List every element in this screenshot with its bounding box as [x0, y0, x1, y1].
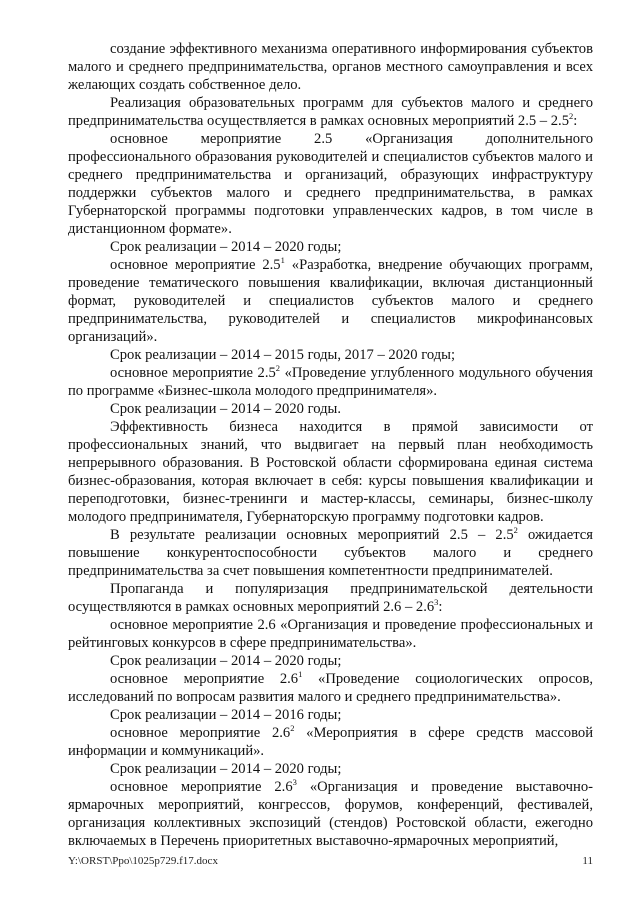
file-path: Y:\ORST\Ppo\1025p729.f17.docx	[68, 855, 218, 867]
superscript: 1	[280, 255, 285, 266]
paragraph-text: основное мероприятие 2.6	[110, 725, 291, 741]
paragraph	[68, 94, 593, 130]
document-body	[68, 40, 593, 850]
paragraph-text: Срок реализации – 2014 – 2016 годы;	[110, 707, 342, 723]
paragraph	[68, 346, 593, 364]
paragraph-tail: «Проведение углубленного модульного обучения по программе «Бизнес-школа молодого предпринимателя».	[68, 365, 594, 399]
paragraph	[68, 130, 593, 238]
paragraph-text: Срок реализации – 2014 – 2020 годы;	[110, 761, 342, 777]
page-number: 11	[582, 855, 593, 867]
paragraph-text: Эффективность бизнеса находится в прямой зависимости от профессиональных знаний, что выдвигает на первый план необходимость непрерывного образования. В Ростовской области сформирована единая система бизнес-образования, которая включает в себя: курсы повышения квалификации и переподготовки, бизнес-тренинги и мастер-классы, семинары, бизнес-школу молодого предпринимателя, Губернаторскую программу подготовки кадров.	[68, 419, 593, 525]
paragraph	[68, 400, 593, 418]
paragraph	[68, 238, 593, 256]
paragraph-text: Срок реализации – 2014 – 2020 годы.	[110, 401, 341, 417]
superscript: 2	[569, 111, 574, 122]
paragraph-tail: «Мероприятия в сфере средств массовой информации и коммуникаций».	[68, 725, 594, 759]
paragraph-text: Срок реализации – 2014 – 2015 годы, 2017 – 2020 годы;	[110, 347, 456, 363]
paragraph-tail: :	[573, 113, 578, 129]
paragraph	[68, 418, 593, 526]
paragraph	[68, 580, 593, 616]
paragraph-text: основное мероприятие 2.6	[110, 671, 299, 687]
superscript: 1	[298, 669, 303, 680]
paragraph-tail: ожидается повышение конкурентоспособности субъектов малого и среднего предпринимательства за счет повышения компетентности предпринимателей.	[68, 527, 593, 579]
superscript: 2	[275, 363, 281, 374]
paragraph-text: основное мероприятие 2.6 «Организация и проведение профессиональных и рейтинговых конкурсов в сфере предпринимательства».	[68, 617, 593, 651]
paragraph	[68, 670, 593, 706]
superscript: 2	[513, 525, 518, 536]
paragraph-text: основное мероприятие 2.6	[110, 779, 293, 795]
paragraph	[68, 526, 593, 580]
paragraph-text: Пропаганда и популяризация предпринимательской деятельности осуществляются в рамках основных мероприятий 2.6 – 2.6	[68, 581, 593, 615]
paragraph-tail: :	[438, 599, 443, 615]
paragraph-tail: «Проведение социологических опросов, исследований по вопросам развития малого и среднего предпринимательства».	[68, 671, 593, 705]
paragraph	[68, 256, 593, 346]
superscript: 2	[290, 723, 295, 734]
paragraph-text: Срок реализации – 2014 – 2020 годы;	[110, 653, 342, 669]
paragraph-tail: «Организация и проведение выставочно-ярмарочных мероприятий, конгрессов, форумов, конференций, фестивалей, организация коллективных экспозиций (стендов) Ростовской области, ежегодно включаемых в Перечень приоритетных выставочно-ярмарочных мероприятий,	[68, 779, 593, 849]
paragraph-text: основное мероприятие 2.5	[110, 257, 281, 273]
paragraph-text: создание эффективного механизма оперативного информирования субъектов малого и среднего предпринимательства, органов местного самоуправления и всех желающих создать собственное дело.	[68, 41, 593, 93]
superscript: 3	[292, 777, 297, 788]
paragraph-text: Реализация образовательных программ для субъектов малого и среднего предпринимательства осуществляется в рамках основных мероприятий 2.5 – 2.5	[68, 95, 593, 129]
paragraph	[68, 616, 593, 652]
paragraph	[68, 364, 593, 400]
paragraph	[68, 40, 593, 94]
paragraph-text: Срок реализации – 2014 – 2020 годы;	[110, 239, 342, 255]
superscript: 3	[434, 597, 439, 608]
paragraph	[68, 778, 593, 850]
paragraph-text: В результате реализации основных мероприятий 2.5 – 2.5	[110, 527, 514, 543]
paragraph-tail: «Разработка, внедрение обучающих программ, проведение тематического повышения квалификации, включая дистанционный формат, руководителей и специалистов субъектов малого и среднего предпринимательства, руководителей и специалистов микрофинансовых организаций».	[68, 257, 593, 345]
paragraph-text: основное мероприятие 2.5	[110, 365, 276, 381]
paragraph	[68, 724, 593, 760]
paragraph	[68, 652, 593, 670]
paragraph	[68, 706, 593, 724]
paragraph	[68, 760, 593, 778]
paragraph-text: основное мероприятие 2.5 «Организация дополнительного профессионального образования руководителей и специалистов субъектов малого и среднего предпринимательства и организаций, образующих инфраструктуру поддержки субъектов малого и среднего предпринимательства, в рамках Губернаторской программы подготовки управленческих кадров, в том числе в дистанционном формате».	[68, 131, 593, 237]
